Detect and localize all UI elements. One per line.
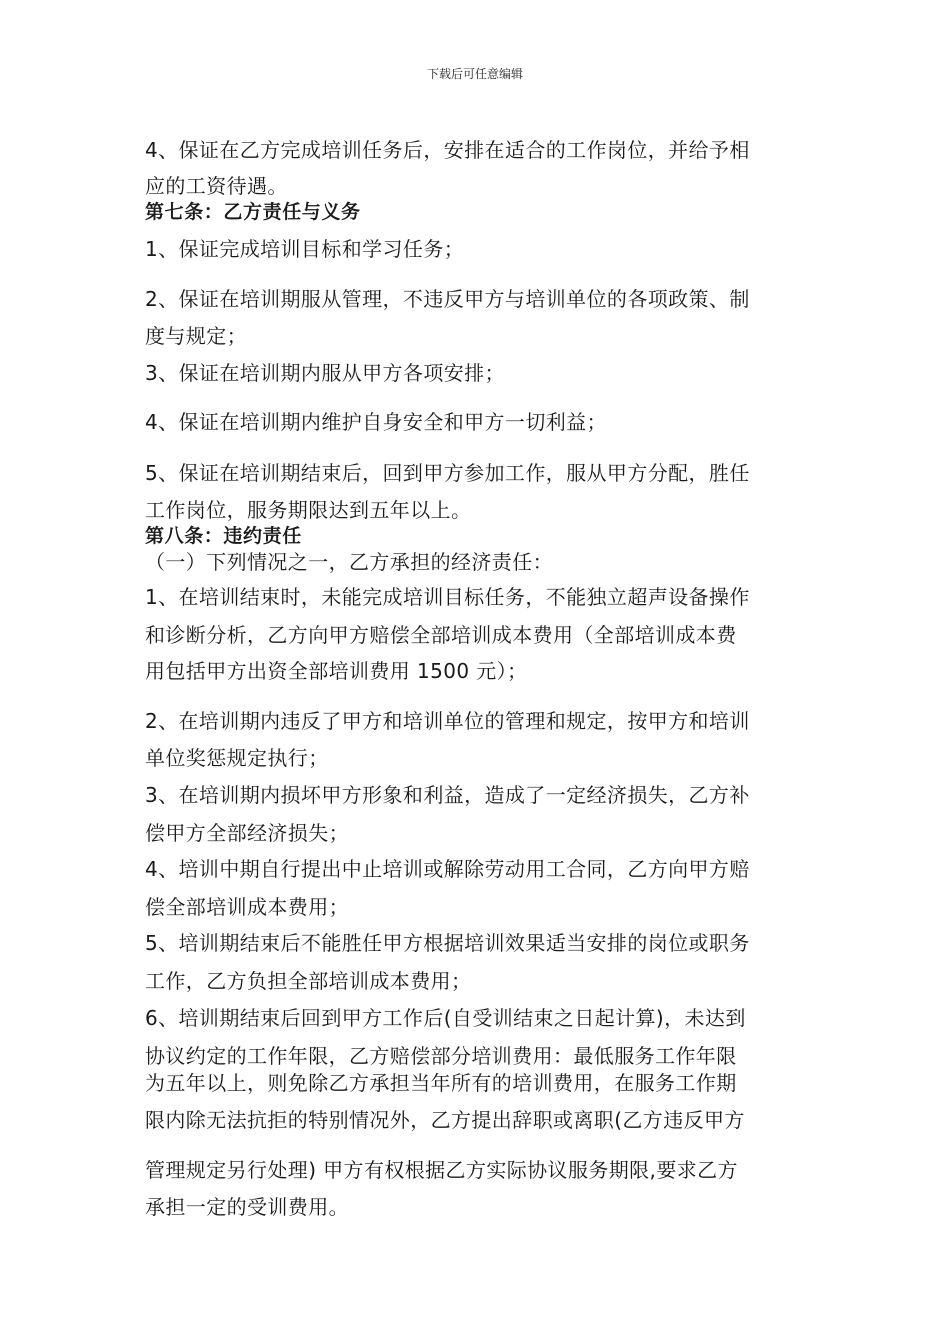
- paragraph-line: 4、保证在培训期内维护自身安全和甲方一切利益；: [145, 410, 607, 434]
- paragraph-line: 5、培训期结束后不能胜任甲方根据培训效果适当安排的岗位或职务: [145, 931, 750, 955]
- page-header: 下载后可任意编辑: [426, 67, 523, 81]
- paragraph-line: 3、保证在培训期内服从甲方各项安排；: [145, 361, 505, 385]
- section-heading-article-7: 第七条：乙方责任与义务: [145, 201, 361, 223]
- paragraph-line: 单位奖惩规定执行；: [145, 746, 329, 770]
- paragraph-line: （一）下列情况之一，乙方承担的经济责任：: [145, 550, 553, 574]
- paragraph-line: 偿全部培训成本费用；: [145, 895, 349, 919]
- paragraph-line: 4、保证在乙方完成培训任务后，安排在适合的工作岗位，并给予相: [145, 138, 750, 162]
- paragraph-line: 2、保证在培训期服从管理，不违反甲方与培训单位的各项政策、制: [145, 287, 750, 311]
- paragraph-line: 1、保证完成培训目标和学习任务；: [145, 237, 465, 261]
- paragraph-line: 度与规定；: [145, 324, 247, 348]
- section-heading-article-8: 第八条：违约责任: [145, 525, 302, 547]
- paragraph-line: 6、培训期结束后回到甲方工作后(自受训结束之日起计算)，未达到: [145, 1006, 746, 1030]
- paragraph-line: 工作岗位，服务期限达到五年以上。: [145, 498, 472, 522]
- paragraph-line: 协议约定的工作年限，乙方赔偿部分培训费用：最低服务工作年限: [145, 1044, 737, 1068]
- paragraph-line: 4、培训中期自行提出中止培训或解除劳动用工合同，乙方向甲方赔: [145, 857, 750, 881]
- paragraph-line: 工作，乙方负担全部培训成本费用；: [145, 969, 472, 993]
- paragraph-line: 和诊断分析，乙方向甲方赔偿全部培训成本费用（全部培训成本费: [145, 623, 737, 647]
- paragraph-line: 3、在培训期内损坏甲方形象和利益，造成了一定经济损失，乙方补: [145, 783, 750, 807]
- paragraph-line: 偿甲方全部经济损失；: [145, 821, 349, 845]
- paragraph-line: 为五年以上，则免除乙方承担当年所有的培训费用，在服务工作期: [145, 1071, 737, 1095]
- paragraph-line: 5、保证在培训期结束后，回到甲方参加工作，服从甲方分配，胜任: [145, 461, 750, 485]
- paragraph-line: 承担一定的受训费用。: [145, 1195, 349, 1219]
- paragraph-line: 2、在培训期内违反了甲方和培训单位的管理和规定，按甲方和培训: [145, 709, 750, 733]
- paragraph-line: 用包括甲方出资全部培训费用 1500 元）；: [145, 659, 528, 683]
- paragraph-line: 1、在培训结束时，未能完成培训目标任务，不能独立超声设备操作: [145, 585, 750, 609]
- paragraph-line: 管理规定另行处理) 甲方有权根据乙方实际协议服务期限,要求乙方: [145, 1158, 738, 1182]
- paragraph-line: 应的工资待遇。: [145, 174, 288, 198]
- paragraph-line: 限内除无法抗拒的特别情况外，乙方提出辞职或离职(乙方违反甲方: [145, 1108, 745, 1132]
